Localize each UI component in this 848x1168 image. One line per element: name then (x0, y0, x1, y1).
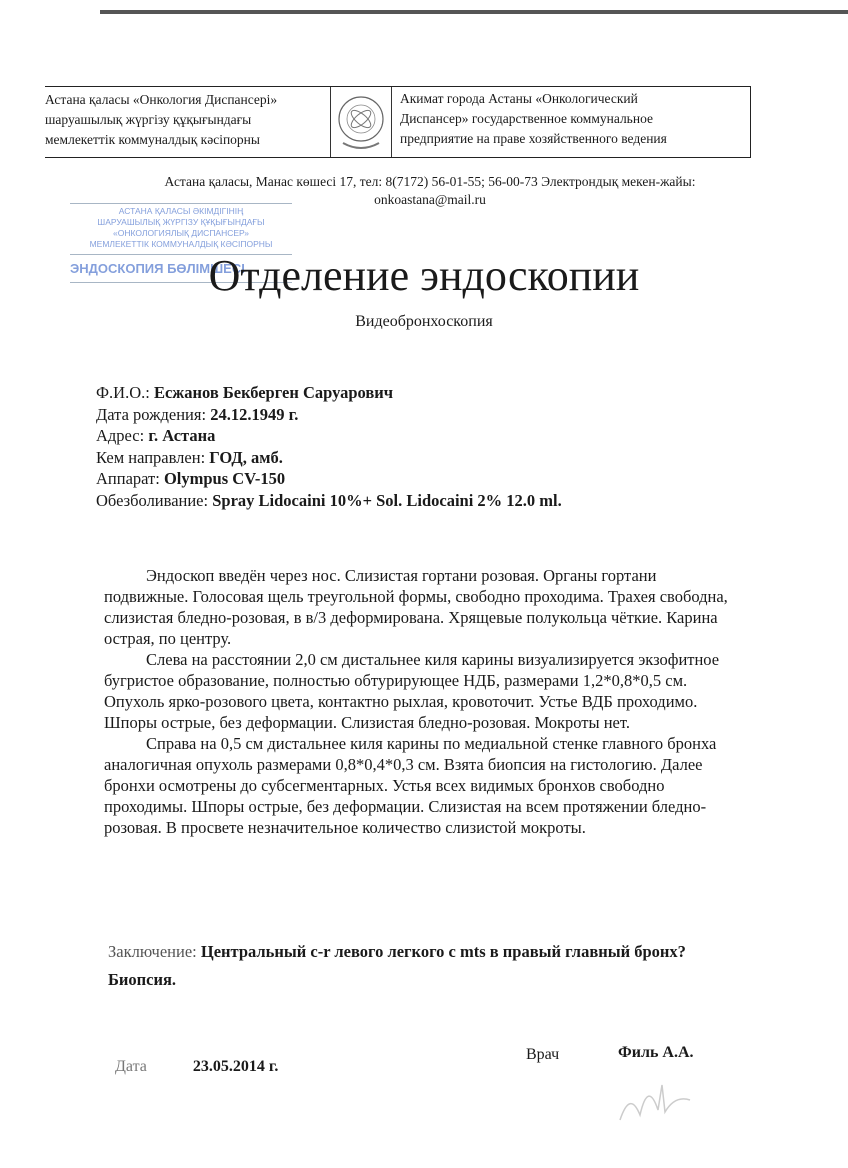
letterhead-line: Диспансер» государственное коммунальное (400, 111, 653, 126)
field-label: Кем направлен: (96, 447, 210, 467)
date-label: Дата (115, 1058, 147, 1075)
signature (610, 1070, 700, 1135)
findings-paragraph: Эндоскоп введён через нос. Слизистая гортани розовая. Органы гортани подвижные. Голосовая щель треугольной формы, свободно проходима. Трахея свободна, слизистая бледно-розовая, в в/3 деформирована. Хрящевые полукольца чёткие. Карина острая, по центру. (104, 566, 728, 648)
date-block (115, 1058, 278, 1076)
field-label: Обезболивание: (96, 490, 213, 510)
dispensary-logo (330, 87, 392, 157)
field-value: Spray Lidocaini 10%+ Sol. Lidocaini 2% 12.0 ml. (212, 490, 562, 510)
stamp-department: ЭНДОСКОПИЯ БӨЛІМШЕСІ (70, 254, 292, 283)
letterhead-line: предприятие на праве хозяйственного ведения (400, 131, 667, 146)
letterhead-line: Акимат города Астаны «Онкологический (400, 91, 638, 106)
stamp-line: АСТАНА ҚАЛАСЫ ӘКІМДІГІНІҢ (118, 206, 244, 216)
patient-info (96, 382, 562, 511)
findings-paragraph: Справа на 0,5 см дистальнее киля карины по медиальной стенке главного бронха аналогичная опухоль размерами 0,8*0,4*0,3 см. Взята биопсия на гистологию. Далее бронхи осмотрены до субсегментарных. Устья всех видимых бронхов свободно проходимы. Шпоры острые, без деформации. Слизистая на всем протяжении бледно-розовая. В просвете незначительное количество слизистой мокроты. (104, 734, 717, 837)
letterhead-russian (392, 87, 750, 157)
field-value: Olympus CV-150 (163, 469, 286, 488)
field-value: Есжанов Бекберген Саруарович (153, 383, 394, 402)
letterhead (45, 86, 751, 158)
conclusion-value: Центральный с-r левого легкого с mts в правый главный бронх? Биопсия. (108, 942, 686, 989)
letterhead-line: шаруашылық жүргізу құқығындағы (45, 112, 252, 127)
page-subtitle: Видеобронхоскопия (355, 313, 493, 330)
field-anesthesia (96, 490, 562, 512)
field-referred-by (96, 447, 562, 469)
field-label: Аппарат: (96, 469, 164, 488)
doctor-name: Филь А.А. (618, 1044, 694, 1061)
stamp-line: «ОНКОЛОГИЯЛЫҚ ДИСПАНСЕР» (113, 228, 249, 238)
date-value: 23.05.2014 г. (192, 1058, 279, 1075)
stamp-line: ШАРУАШЫЛЫҚ ЖҮРГІЗУ ҚҰҚЫҒЫНДАҒЫ (97, 217, 265, 227)
findings (104, 565, 744, 838)
field-value: 24.12.1949 г. (210, 404, 299, 424)
doctor-label: Врач (526, 1046, 560, 1063)
field-address (96, 425, 562, 447)
conclusion (108, 938, 748, 994)
field-value: ГОД, амб. (209, 447, 283, 467)
field-name (96, 382, 562, 404)
field-label: Дата рождения: (96, 404, 211, 424)
findings-paragraph: Слева на расстоянии 2,0 см дистальнее киля карины визуализируется экзофитное бугристое образование, полностью обтурирующее НДБ, размерами 1,2*0,8*0,5 см. Опухоль ярко-розового цвета, контактно рыхлая, кровоточит. Устье ВДБ проходимо. Шпоры острые, без деформации. Слизистая бледно-розовая. Мокроты нет. (104, 650, 720, 732)
field-value: г. Астана (148, 426, 216, 445)
email: onkoastana@mail.ru (374, 192, 486, 207)
conclusion-label: Заключение: (108, 942, 201, 961)
field-label: Адрес: (96, 426, 149, 445)
letterhead-kazakh (45, 87, 330, 157)
address-line: Астана қаласы, Манас көшесі 17, тел: 8(7172) 56-01-55; 56-00-73 Электрондық мекен-жайы: (164, 174, 696, 189)
page-title: Отделение эндоскопии (208, 251, 640, 300)
letterhead-line: мемлекеттік коммуналдық кәсіпорны (45, 132, 260, 147)
field-device (96, 468, 562, 490)
field-birthdate (96, 404, 562, 426)
letterhead-line: Астана қаласы «Онкология Диспансері» (45, 92, 278, 107)
field-label: Ф.И.О.: (96, 383, 154, 402)
stamp-line: МЕМЛЕКЕТТІК КОММУНАЛДЫҚ КӘСІПОРНЫ (89, 239, 273, 249)
scan-edge (100, 10, 848, 14)
